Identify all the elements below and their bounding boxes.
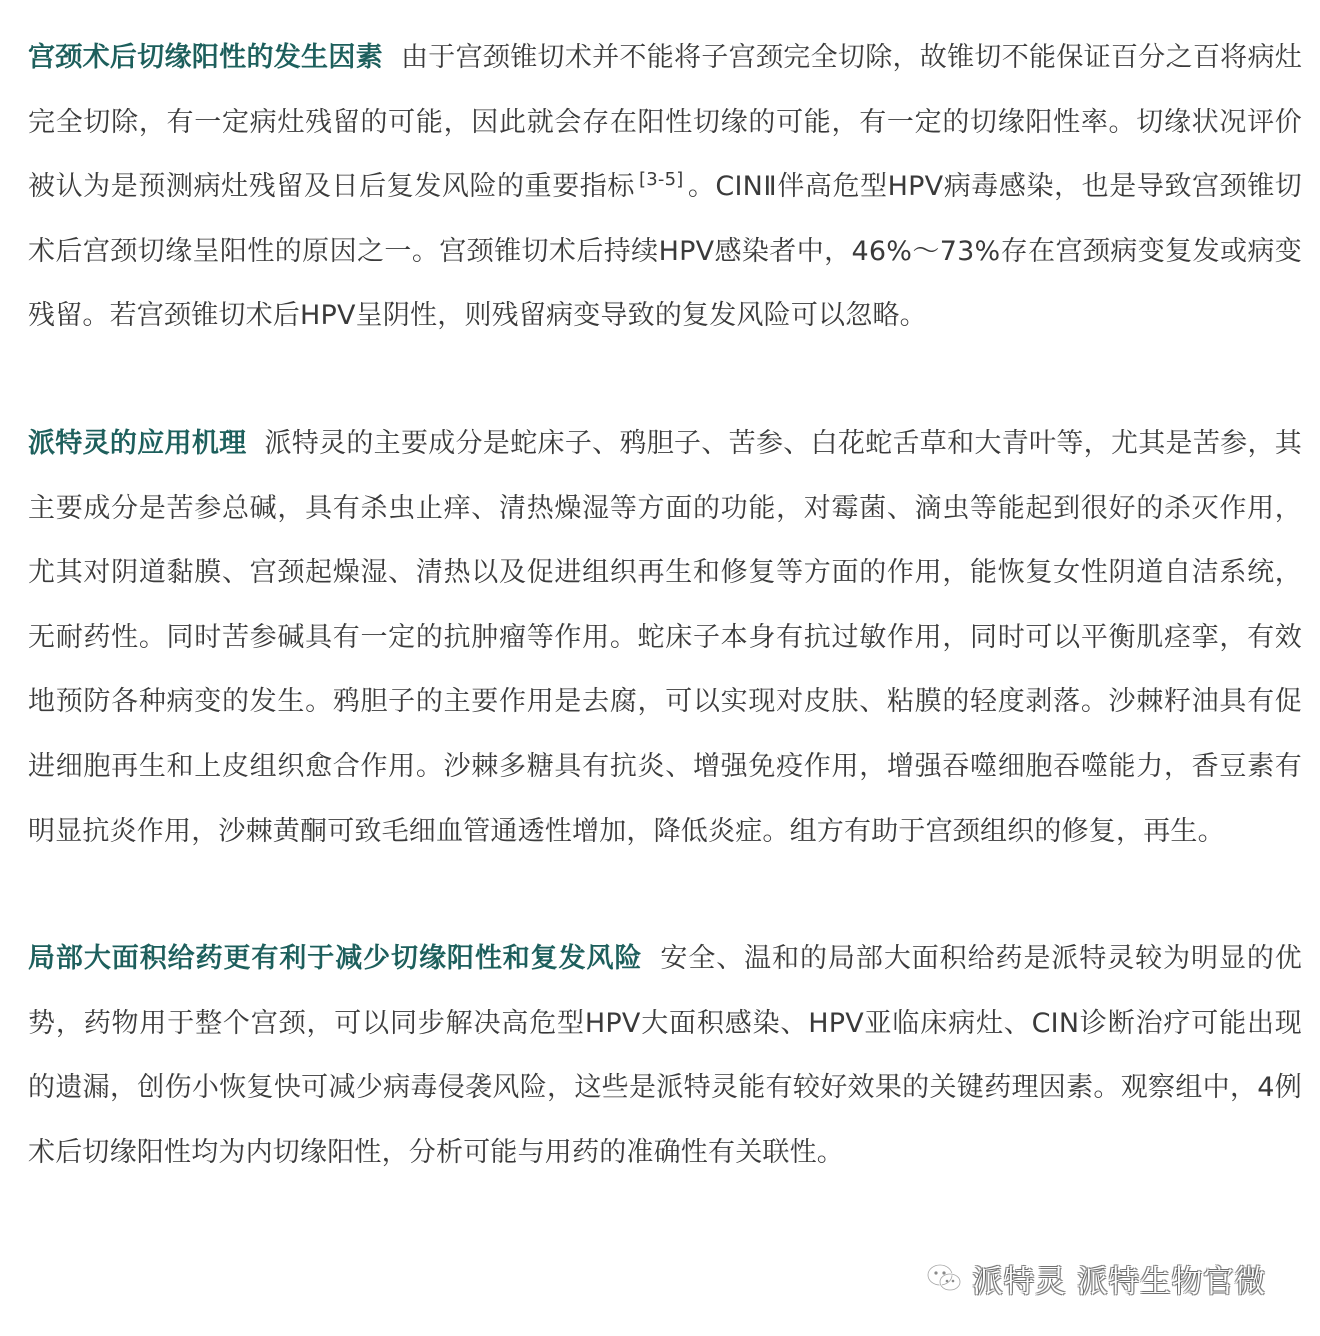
paragraph-text: 安全、温和的局部大面积给药是派特灵较为明显的优势，药物用于整个宫颈，可以同步解决高危型HPV大面积感染、HPV亚临床病灶、CIN诊断治疗可能出现的遗漏，创伤小恢复快可减少病毒侵袭风险，这些是派特灵能有较好效果的关键药理因素。观察组中，4例术后切缘阳性均为内切缘阳性，分析可能与用药的准确性有关联性。 [28, 943, 1302, 1168]
paragraph-mechanism [28, 412, 1302, 864]
watermark [926, 1256, 1266, 1300]
paragraph-text: 由于宫颈锥切术并不能将子宫颈完全切除，故锥切不能保证百分之百将病灶完全切除，有一定病灶残留的可能，因此就会存在阳性切缘的可能，有一定的切缘阳性率。切缘状况评价被认为是预测病灶残留及日后复发风险的重要指标 [28, 42, 1302, 203]
paragraph-text: 。CINⅡ伴高危型HPV病毒感染，也是导致宫颈锥切术后宫颈切缘呈阳性的原因之一。宫颈锥切术后持续HPV感染者中，46%～73%存在宫颈病变复发或病变残留。若宫颈锥切术后HPV呈阴性，则残留病变导致的复发风险可以忽略。 [28, 171, 1303, 332]
wechat-logo-icon [926, 1262, 962, 1294]
watermark-text: 派特灵 派特生物官微 [972, 1263, 1266, 1300]
article-body [28, 26, 1302, 1186]
section-heading-margin-factors: 宫颈术后切缘阳性的发生因素 [28, 42, 383, 73]
citation: [3-5] [639, 169, 684, 191]
paragraph-text: 派特灵的主要成分是蛇床子、鸦胆子、苦参、白花蛇舌草和大青叶等，尤其是苦参，其主要成分是苦参总碱，具有杀虫止痒、清热燥湿等方面的功能，对霉菌、滴虫等能起到很好的杀灭作用，尤其对阴道黏膜、宫颈起燥湿、清热以及促进组织再生和修复等方面的作用，能恢复女性阴道自洁系统，无耐药性。同时苦参碱具有一定的抗肿瘤等作用。蛇床子本身有抗过敏作用，同时可以平衡肌痉挛，有效地预防各种病变的发生。鸦胆子的主要作用是去腐，可以实现对皮肤、粘膜的轻度剥落。沙棘籽油具有促进细胞再生和上皮组织愈合作用。沙棘多糖具有抗炎、增强免疫作用，增强吞噬细胞吞噬能力，香豆素有明显抗炎作用，沙棘黄酮可致毛细血管通透性增加，降低炎症。组方有助于宫颈组织的修复，再生。 [28, 427, 1302, 847]
section-heading-mechanism: 派特灵的应用机理 [28, 427, 247, 459]
section-heading-local-administration: 局部大面积给药更有利于减少切缘阳性和复发风险 [28, 943, 643, 975]
paragraph-resection-margin [28, 26, 1302, 349]
paragraph-local-administration [28, 927, 1302, 1185]
